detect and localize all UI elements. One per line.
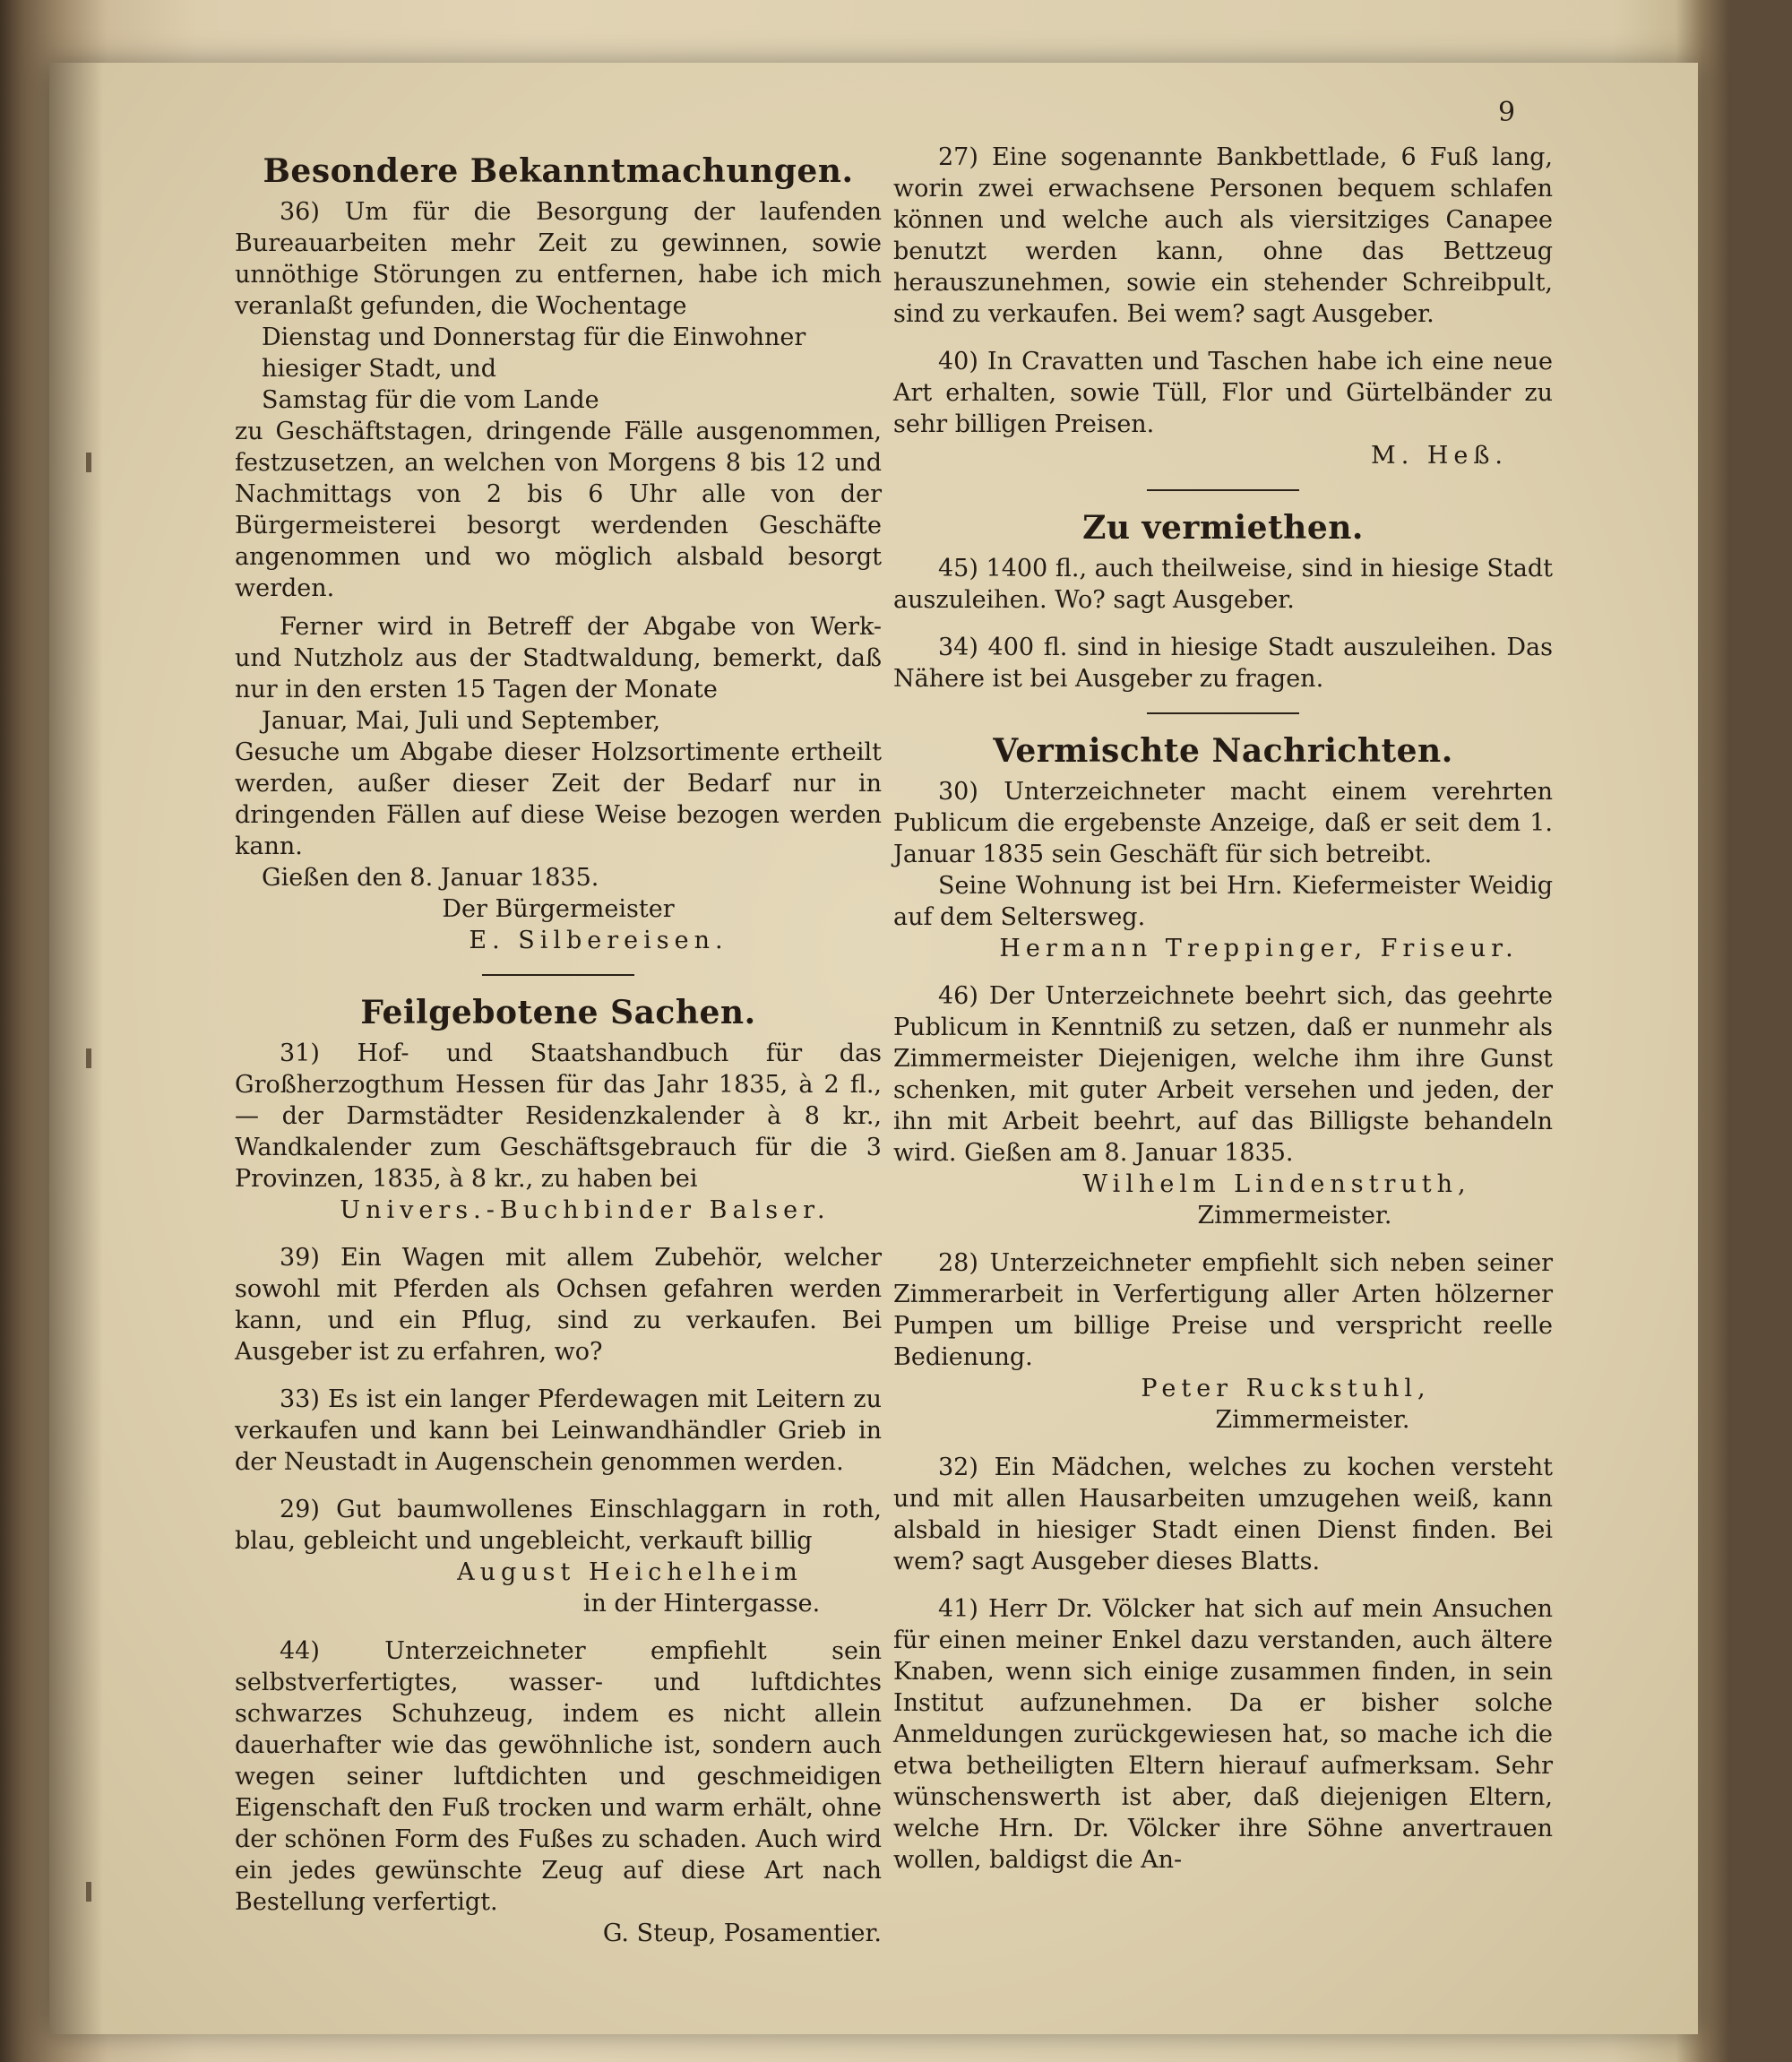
section-divider: [482, 974, 634, 976]
notice-40: [893, 346, 1553, 471]
notice-28-signature-title: Zimmermeister.: [1215, 1406, 1410, 1434]
notice-39: 39) Ein Wagen mit allem Zubehör, welcher sowohl mit Pferden als Ochsen gefahren werden kann, und ein Pflug, sind zu verkaufen. Bei Ausgeber ist zu erfahren, wo?: [235, 1244, 882, 1366]
notice-31: [235, 1038, 882, 1226]
notice-30: [893, 776, 1553, 964]
notice-46-text: 46) Der Unterzeichnete beehrt sich, das geehrte Publicum in Kenntniß zu setzen, daß er nunmehr als Zimmermeister Diejenigen, welche ihm ihre Gunst schenken, mit guter Arbeit versehen und jeden, der ihn mit Arbeit beehrt, auf das Billigste behandeln wird. Gießen am 8. Januar 1835.: [893, 982, 1553, 1167]
notice-44-signature: G. Steup, Posamentier.: [602, 1920, 882, 1947]
section-title-feilgebotene-sachen: Feilgebotene Sachen.: [360, 994, 756, 1031]
section-divider: [1147, 489, 1299, 491]
notice-27: 27) Eine sogenannte Bankbettlade, 6 Fuß lang, worin zwei erwachsene Personen bequem schlafen können und welche auch als viersitziges Canapee benutzt werden kann, ohne das Bettzeug herauszunehmen, sowie ein stehender Schreibpult, sind zu verkaufen. Bei wem? sagt Ausgeber.: [893, 143, 1553, 328]
notice-33: 33) Es ist ein langer Pferdewagen mit Leitern zu verkaufen und kann bei Leinwandhändler Grieb in der Neustadt in Augenschein genommen werden.: [235, 1385, 882, 1476]
binding-gutter: [49, 63, 103, 2034]
notice-36-days-country: Samstag für die vom Lande: [262, 386, 599, 414]
notice-31-text: 31) Hof- und Staatshandbuch für das Großherzogthum Hessen für das Jahr 1835, à 2 fl., — der Darmstädter Residenzkalender à 8 kr., Wandkalender zum Geschäftsgebrauch für die 3 Provinzen, 1835, à 8 kr., zu haben bei: [235, 1040, 882, 1193]
notice-28: [893, 1247, 1553, 1436]
notice-36-date: Gießen den 8. Januar 1835.: [262, 864, 599, 892]
notice-29-signature-name: August Heichelheim: [457, 1558, 803, 1586]
notice-29-signature-address: in der Hintergasse.: [582, 1590, 821, 1618]
notice-29: [235, 1494, 882, 1619]
notice-46-signature-title: Zimmermeister.: [1197, 1202, 1392, 1229]
notice-40-signature: M. Heß.: [1371, 442, 1508, 470]
notice-32: 32) Ein Mädchen, welches zu kochen versteht und mit allen Hausarbeiten umzugehen weiß, kann alsbald in hiesiger Stadt einen Dienst finden. Bei wem? sagt Ausgeber dieses Blatts.: [893, 1454, 1553, 1575]
notice-41: 41) Herr Dr. Völcker hat sich auf mein Ansuchen für einen meiner Enkel dazu verstanden, auch ältere Knaben, wenn sich einige zusammen finden, in sein Institut aufzunehmen. Da er bisher solche Anmeldungen zurückgewiesen hat, so mache ich die etwa betheiligten Eltern hierauf aufmerksam. Sehr wünschenswerth ist aber, daß diejenigen Eltern, welche Hrn. Dr. Völcker ihre Söhne anvertrauen wollen, baldigst die An-: [893, 1595, 1553, 1874]
notice-36-signature-title: Der Bürgermeister: [442, 895, 675, 923]
notice-44-text: 44) Unterzeichneter empfiehlt sein selbstverfertigtes, wasser- und luftdichtes schwarzes Schuhzeug, indem es nicht allein dauerhafter wie das gewöhnliche ist, sondern auch wegen seiner luftdichten und geschmeidigen Eigenschaft den Fuß trocken und warm erhält, ohne der schönen Form des Fußes zu schaden. Auch wird ein jedes gewünschte Zeug auf diese Art nach Bestellung verfertigt.: [235, 1637, 882, 1916]
notice-36-hours: zu Geschäftstagen, dringende Fälle ausgenommen, festzusetzen, an welchen von Morgens 8 bis 12 und Nachmittags von 2 bis 6 Uhr alle von der Bürgermeisterei besorgt werdenden Geschäfte angenommen und wo möglich alsbald besorgt werden.: [235, 418, 882, 602]
notice-36-intro: 36) Um für die Besorgung der laufenden Bureauarbeiten mehr Zeit zu gewinnen, sowie unnöthige Störungen zu entfernen, habe ich mich veranlaßt gefunden, die Wochentage: [235, 198, 882, 320]
notice-36-months: Januar, Mai, Juli und September,: [262, 707, 661, 735]
notice-34: 34) 400 fl. sind in hiesige Stadt auszuleihen. Das Nähere ist bei Ausgeber zu fragen.: [893, 634, 1553, 693]
notice-28-signature-name: Peter Ruckstuhl,: [1141, 1375, 1431, 1402]
binding-stitch: [86, 1048, 91, 1068]
left-column: [235, 145, 882, 1949]
section-divider: [1147, 712, 1299, 714]
notice-30-text: 30) Unterzeichneter macht einem verehrten Publicum die ergebenste Anzeige, daß er seit dem 1. Januar 1835 sein Geschäft für sich betreibt.: [893, 778, 1553, 868]
notice-44: [235, 1635, 882, 1949]
notice-46: [893, 980, 1553, 1231]
page-number: 9: [1498, 97, 1516, 128]
section-title-besondere-bekanntmachungen: Besondere Bekanntmachungen.: [263, 152, 854, 190]
notice-28-text: 28) Unterzeichneter empfiehlt sich neben seiner Zimmerarbeit in Verfertigung aller Arten hölzerner Pumpen um billige Preise und verspricht reelle Bedienung.: [893, 1249, 1553, 1371]
notice-31-signature: Univers.-Buchbinder Balser.: [340, 1196, 831, 1224]
notice-36: [235, 196, 882, 956]
section-title-zu-vermiethen: Zu vermiethen.: [1082, 509, 1364, 547]
notice-36-wood: Ferner wird in Betreff der Abgabe von Werk- und Nutzholz aus der Stadtwaldung, bemerkt, daß nur in den ersten 15 Tagen der Monate: [235, 613, 882, 703]
notice-46-signature-name: Wilhelm Lindenstruth,: [1082, 1170, 1471, 1198]
right-column: [893, 142, 1553, 1892]
notice-30-address: Seine Wohnung ist bei Hrn. Kiefermeister Weidig auf dem Seltersweg.: [893, 872, 1553, 931]
binding-stitch: [86, 453, 91, 472]
notice-30-signature: Hermann Treppinger, Friseur.: [999, 935, 1519, 962]
notice-36-requests: Gesuche um Abgabe dieser Holzsortimente ertheilt werden, außer dieser Zeit der Bedarf nur in dringenden Fällen auf diese Weise bezogen werden kann.: [235, 738, 882, 860]
notice-36-days-town: Dienstag und Donnerstag für die Einwohner hiesiger Stadt, und: [262, 324, 806, 383]
binding-stitch: [86, 1882, 91, 1902]
notice-45: 45) 1400 fl., auch theilweise, sind in hiesige Stadt auszuleihen. Wo? sagt Ausgeber.: [893, 555, 1553, 614]
notice-36-signature-name: E. Silbereisen.: [469, 927, 728, 954]
section-title-vermischte-nachrichten: Vermischte Nachrichten.: [993, 732, 1453, 770]
notice-29-text: 29) Gut baumwollenes Einschlaggarn in roth, blau, gebleicht und ungebleicht, verkauft billig: [235, 1496, 882, 1555]
notice-40-text: 40) In Cravatten und Taschen habe ich eine neue Art erhalten, sowie Tüll, Flor und Gürtelbänder zu sehr billigen Preisen.: [893, 348, 1553, 438]
